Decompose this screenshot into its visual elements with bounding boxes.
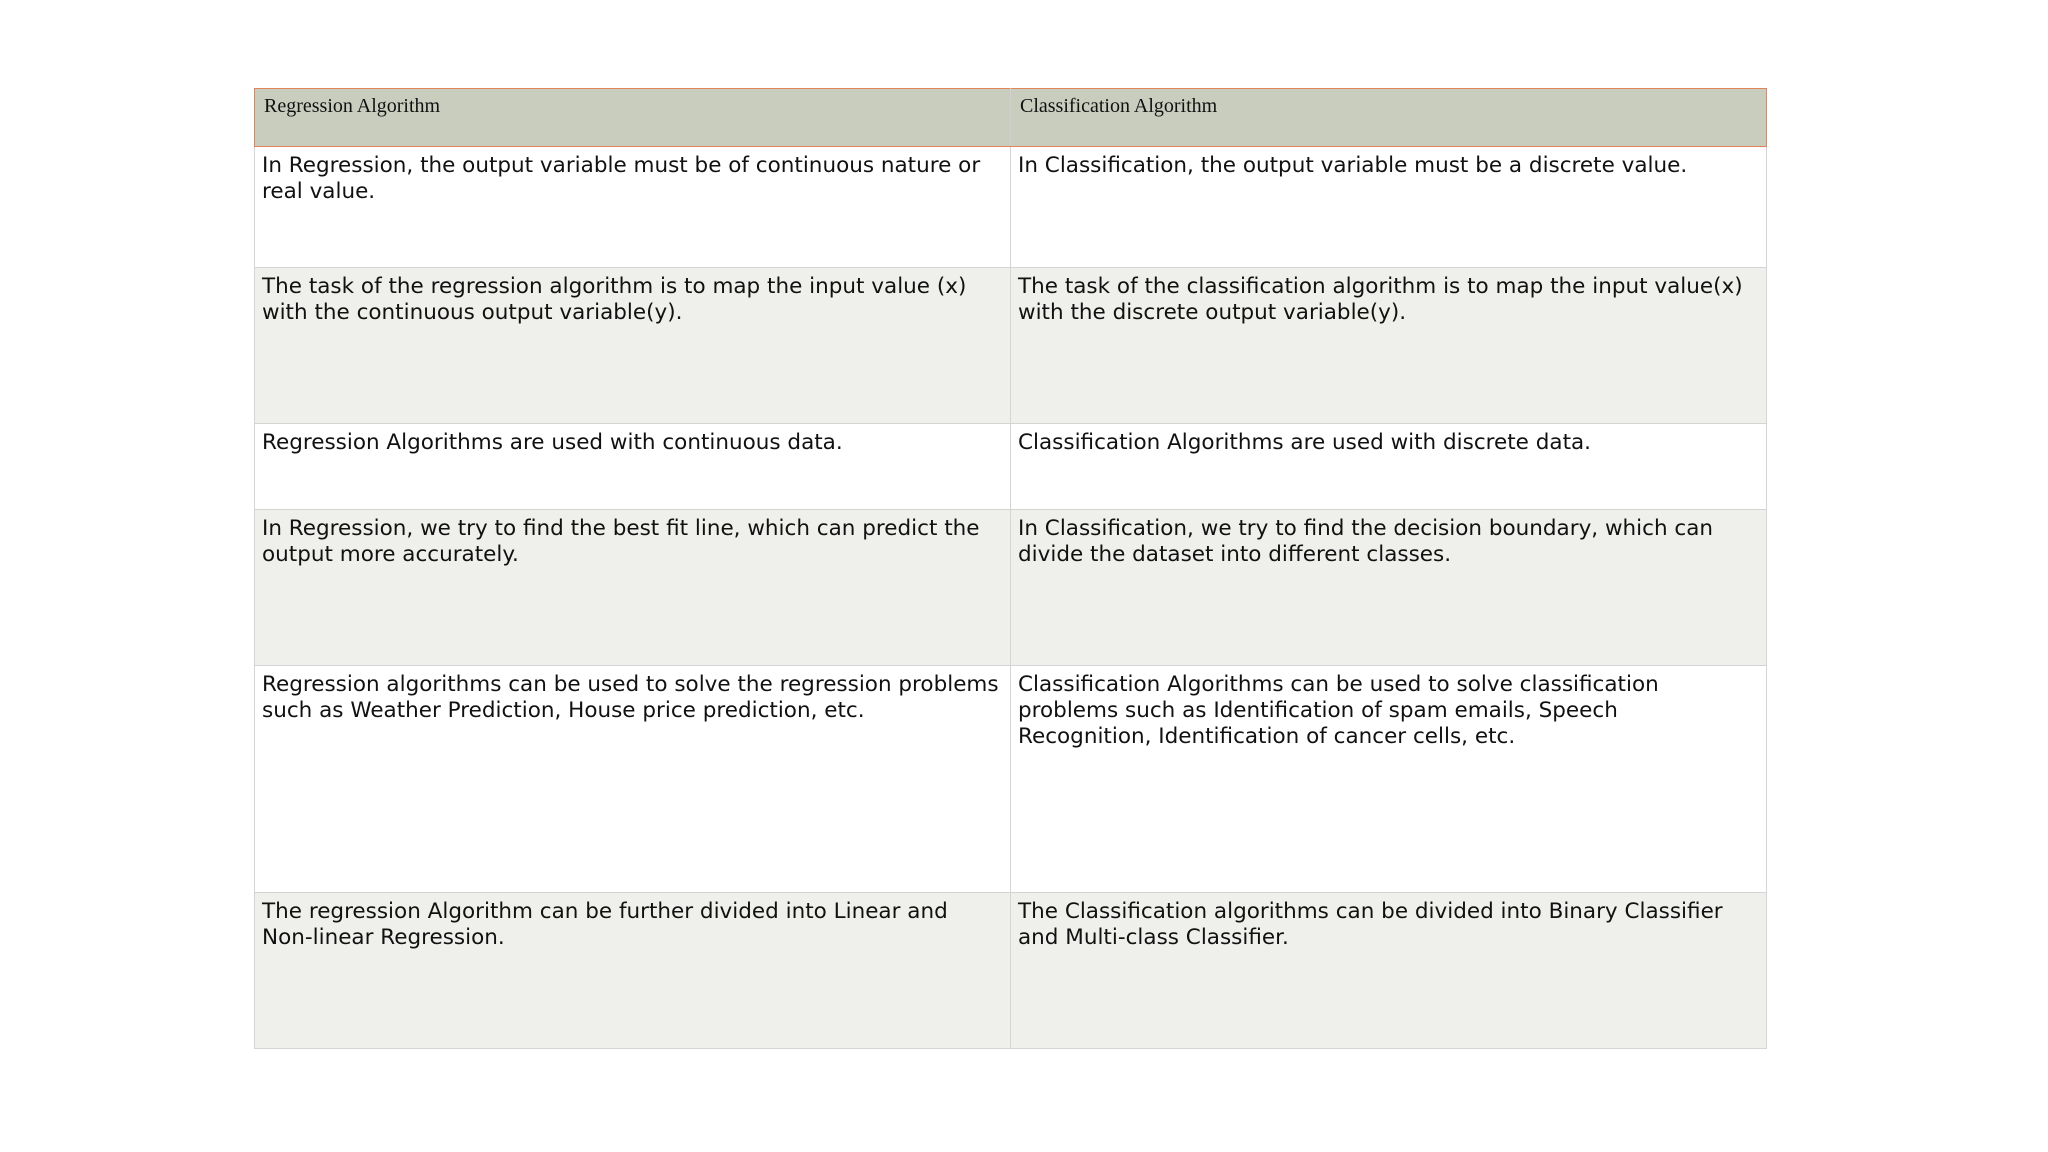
- table-row: [255, 510, 1767, 666]
- classification-cell: Classification Algorithms are used with discrete data.: [1011, 424, 1767, 510]
- classification-cell: Classification Algorithms can be used to solve classification problems such as Identification of spam emails, Speech Recognition, Identification of cancer cells, etc.: [1011, 666, 1767, 893]
- header-classification: Classification Algorithm: [1011, 89, 1767, 147]
- regression-cell: The regression Algorithm can be further divided into Linear and Non-linear Regression.: [255, 893, 1011, 1049]
- classification-cell: In Classification, we try to find the decision boundary, which can divide the dataset into different classes.: [1011, 510, 1767, 666]
- regression-cell: Regression Algorithms are used with continuous data.: [255, 424, 1011, 510]
- regression-cell: The task of the regression algorithm is to map the input value (x) with the continuous output variable(y).: [255, 268, 1011, 424]
- header-row: [255, 89, 1767, 147]
- table-row: [255, 147, 1767, 268]
- table-row: [255, 424, 1767, 510]
- classification-cell: The Classification algorithms can be divided into Binary Classifier and Multi-class Classifier.: [1011, 893, 1767, 1049]
- classification-cell: In Classification, the output variable must be a discrete value.: [1011, 147, 1767, 268]
- regression-cell: In Regression, we try to find the best fit line, which can predict the output more accurately.: [255, 510, 1011, 666]
- header-regression: Regression Algorithm: [255, 89, 1011, 147]
- table-row: [255, 268, 1767, 424]
- comparison-table: [254, 88, 1767, 1049]
- regression-cell: In Regression, the output variable must be of continuous nature or real value.: [255, 147, 1011, 268]
- table-row: [255, 893, 1767, 1049]
- regression-cell: Regression algorithms can be used to solve the regression problems such as Weather Prediction, House price prediction, etc.: [255, 666, 1011, 893]
- table-row: [255, 666, 1767, 893]
- classification-cell: The task of the classification algorithm is to map the input value(x) with the discrete output variable(y).: [1011, 268, 1767, 424]
